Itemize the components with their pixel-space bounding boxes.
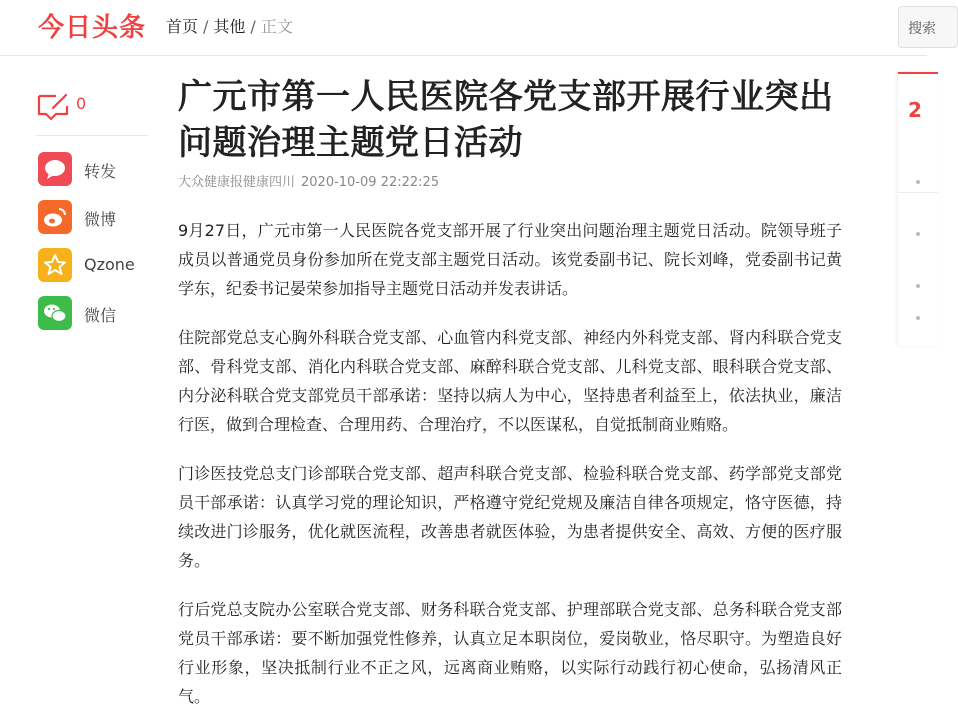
article-time: 2020-10-09 22:22:25 bbox=[301, 175, 440, 190]
breadcrumb-current: 正文 bbox=[260, 17, 293, 36]
share-qzone[interactable] bbox=[38, 248, 148, 282]
list-bullet bbox=[916, 316, 920, 320]
breadcrumb-separator: / bbox=[250, 17, 256, 36]
toutiao-logo[interactable]: 今日头条 bbox=[38, 13, 147, 43]
breadcrumb-home[interactable]: 首页 bbox=[166, 17, 199, 36]
comment-icon bbox=[36, 92, 70, 122]
list-bullet bbox=[916, 232, 920, 236]
weibo-icon bbox=[38, 200, 72, 234]
hot-list-badge: 2 bbox=[908, 98, 922, 122]
share-weibo-label: 微博 bbox=[84, 210, 117, 229]
share-wechat[interactable] bbox=[38, 296, 148, 330]
divider bbox=[898, 192, 938, 193]
search-box[interactable] bbox=[898, 6, 958, 48]
wechat-icon bbox=[38, 296, 72, 330]
share-qzone-label: Qzone bbox=[84, 255, 135, 274]
share-repost-label: 转发 bbox=[84, 162, 117, 181]
article-paragraph: 门诊医技党总支门诊部联合党支部、超声科联合党支部、检验科联合党支部、药学部党支部党员干部承诺：认真学习党的理论知识，严格遵守党纪党规及廉洁自律各项规定，恪守医德，持续改进门诊服务，优化就医流程，改善患者就医体验，为患者提供安全、高效、方便的医疗服务。 bbox=[178, 464, 842, 570]
breadcrumb bbox=[166, 16, 293, 38]
article bbox=[178, 74, 842, 711]
top-header bbox=[0, 0, 936, 56]
article-meta bbox=[178, 174, 842, 192]
right-sidebar-panel bbox=[898, 72, 938, 346]
article-paragraph: 住院部党总支心胸外科联合党支部、心血管内科党支部、神经内外科党支部、肾内科联合党支部、骨科党支部、消化内科联合党支部、麻醉科联合党支部、儿科党支部、眼科联合党支部、内分泌科联合党支部党员干部承诺：坚持以病人为中心，坚持患者利益至上，依法执业，廉洁行医，做到合理检查、合理用药、合理治疗，不以医谋私，自觉抵制商业贿赂。 bbox=[178, 328, 842, 434]
qzone-icon bbox=[38, 248, 72, 282]
comment-count: 0 bbox=[76, 94, 87, 113]
repost-icon bbox=[38, 152, 72, 186]
search-label: 搜索 bbox=[908, 21, 936, 37]
share-bar bbox=[36, 90, 148, 325]
list-bullet bbox=[916, 284, 920, 288]
breadcrumb-separator: / bbox=[203, 17, 209, 36]
share-weibo[interactable] bbox=[38, 200, 148, 234]
list-bullet bbox=[916, 180, 920, 184]
breadcrumb-other[interactable]: 其他 bbox=[213, 17, 246, 36]
article-paragraph: 行后党总支院办公室联合党支部、财务科联合党支部、护理部联合党支部、总务科联合党支部党员干部承诺：要不断加强党性修养，认真立足本职岗位，爱岗敬业，恪尽职守。为塑造良好行业形象，坚决抵制行业不正之风，远离商业贿赂，以实际行动践行初心使命，弘扬清风正气。 bbox=[178, 600, 842, 706]
article-paragraph: 9月27日，广元市第一人民医院各党支部开展了行业突出问题治理主题党日活动。院领导班子成员以普通党员身份参加所在党支部主题党日活动。该党委副书记、院长刘峰，党委副书记黄学东，纪委书记晏荣参加指导主题党日活动并发表讲话。 bbox=[178, 221, 842, 298]
article-source[interactable]: 大众健康报健康四川 bbox=[178, 175, 296, 190]
share-repost[interactable] bbox=[38, 152, 148, 186]
article-title: 广元市第一人民医院各党支部开展行业突出问题治理主题党日活动 bbox=[178, 77, 834, 163]
share-wechat-label: 微信 bbox=[84, 306, 117, 325]
comment-button[interactable] bbox=[36, 90, 148, 136]
